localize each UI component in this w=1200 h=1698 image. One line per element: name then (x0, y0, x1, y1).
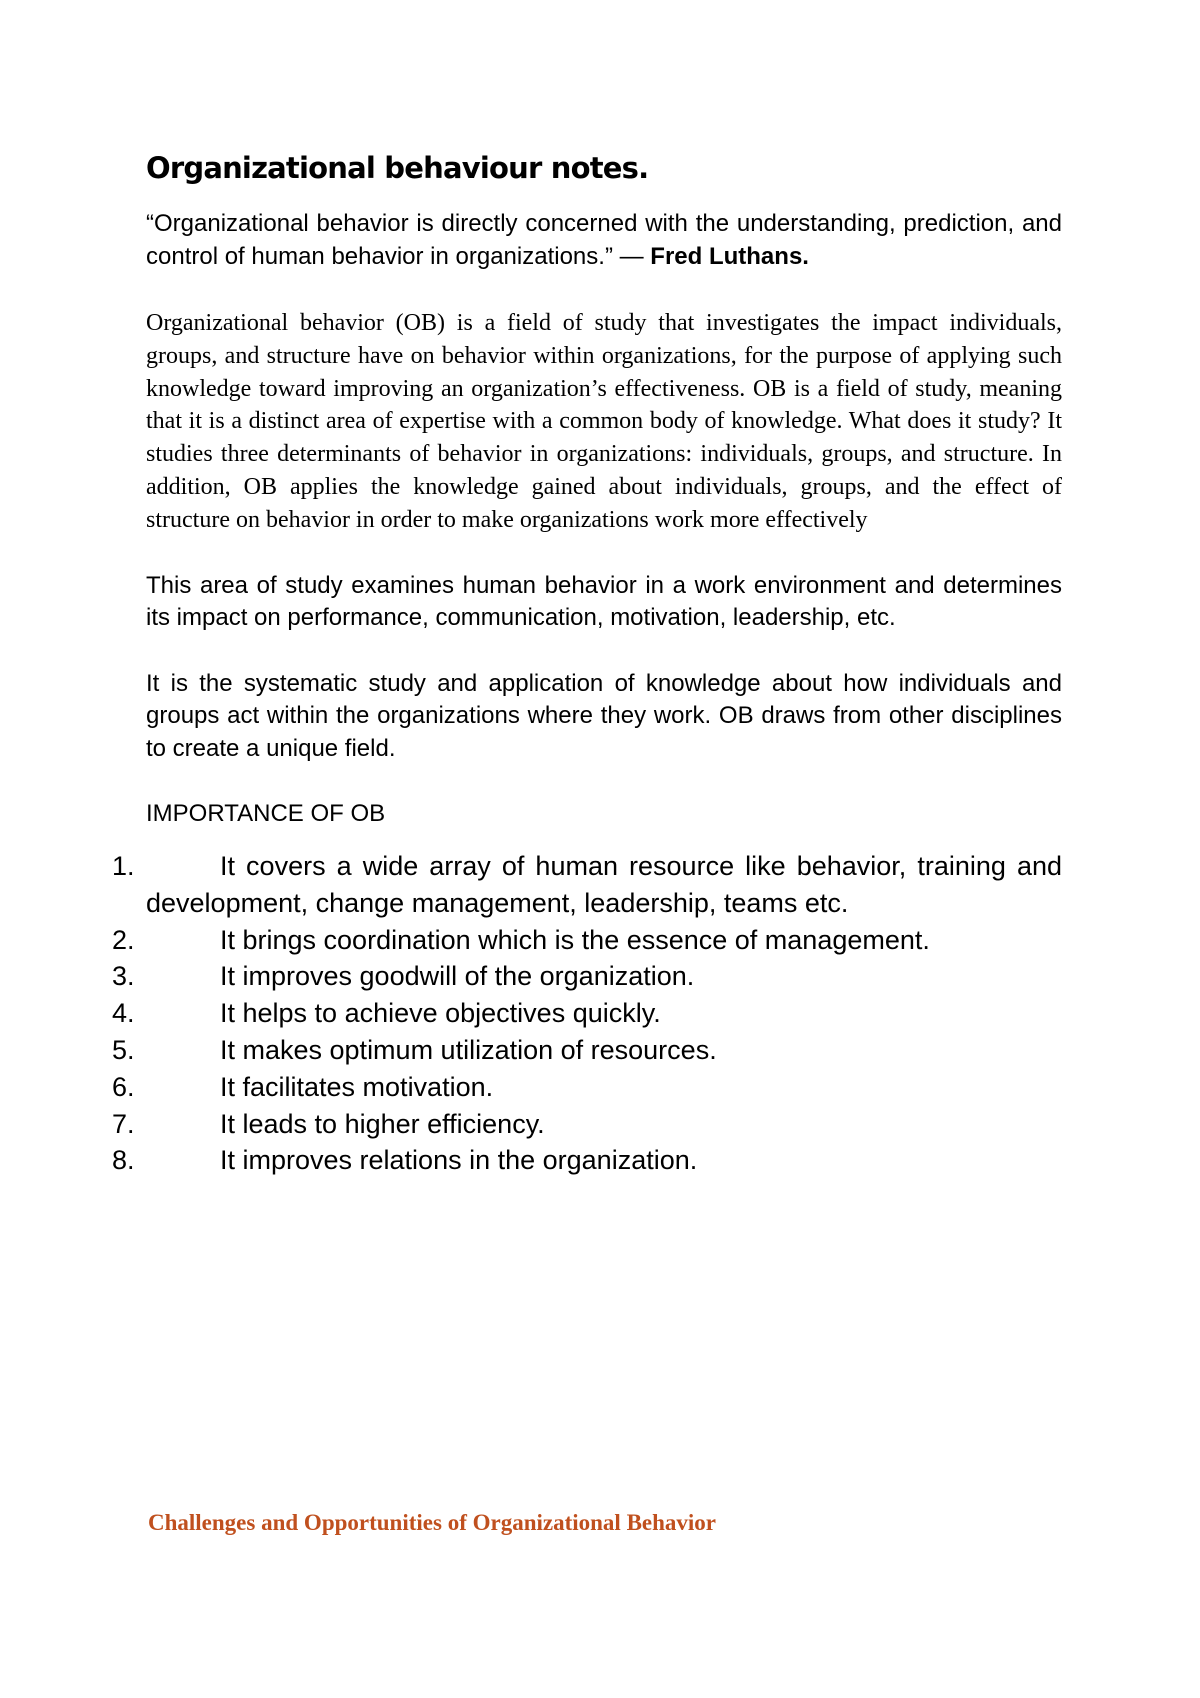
list-item (112, 1069, 1062, 1106)
list-item-number: 7. (112, 1108, 135, 1139)
list-item-number: 5. (112, 1035, 135, 1066)
list-item (112, 1032, 1062, 1069)
document-title: Organizational behaviour notes. (146, 151, 649, 185)
list-item (112, 922, 1062, 959)
document-body (112, 148, 1062, 1179)
list-item-number: 1. (112, 851, 135, 882)
list-item (112, 1106, 1062, 1143)
list-item-number: 4. (112, 998, 135, 1029)
list-item-text: It improves relations in the organization. (220, 1145, 698, 1176)
list-item-text: It facilitates motivation. (220, 1071, 494, 1102)
list-item-number: 3. (112, 961, 135, 992)
work-environment-paragraph: This area of study examines human behavior in a work environment and determines its impact on performance, communication, motivation, leadership, etc. (146, 571, 1062, 632)
list-item-number: 6. (112, 1071, 135, 1102)
importance-heading: IMPORTANCE OF OB (146, 800, 386, 828)
list-item-number: 2. (112, 924, 135, 955)
luthans-quote (146, 208, 1062, 273)
list-item-text: It leads to higher efficiency. (220, 1108, 545, 1139)
next-section-heading: Challenges and Opportunities of Organizational Behavior (148, 1510, 717, 1535)
list-item-text: It covers a wide array of human resource like behavior, training and development, change management, leadership, teams etc. (146, 851, 1062, 918)
quote-text: “Organizational behavior is directly concerned with the understanding, prediction, and control of human behavior in organizations.” — (146, 210, 1062, 270)
list-item (112, 958, 1062, 995)
importance-list (112, 848, 1062, 1179)
list-item-text: It helps to achieve objectives quickly. (220, 998, 661, 1029)
list-item (112, 995, 1062, 1032)
quote-author: Fred Luthans. (650, 242, 809, 270)
list-item-text: It improves goodwill of the organization. (220, 961, 695, 992)
list-item (112, 1142, 1062, 1179)
ob-definition-paragraph: Organizational behavior (OB) is a field of study that investigates the impact individuals, groups, and structure have on behavior within organizations, for the purpose of applying such knowledge toward improving an organization’s effectiveness. OB is a field of study, meaning that it is a distinct area of expertise with a common body of knowledge. What does it study? It studies three determinants of behavior in organizations: individuals, groups, and structure. In addition, OB applies the knowledge gained about individuals, groups, and the effect of structure on behavior in order to make organizations work more effectively (146, 310, 1062, 533)
list-item-number: 8. (112, 1145, 135, 1176)
list-item-text: It makes optimum utilization of resources. (220, 1035, 717, 1066)
list-item (112, 848, 1062, 922)
list-item-text: It brings coordination which is the essence of management. (220, 924, 930, 955)
systematic-study-paragraph: It is the systematic study and application of knowledge about how individuals and groups act within the organizations where they work. OB draws from other disciplines to create a unique field. (146, 669, 1062, 762)
